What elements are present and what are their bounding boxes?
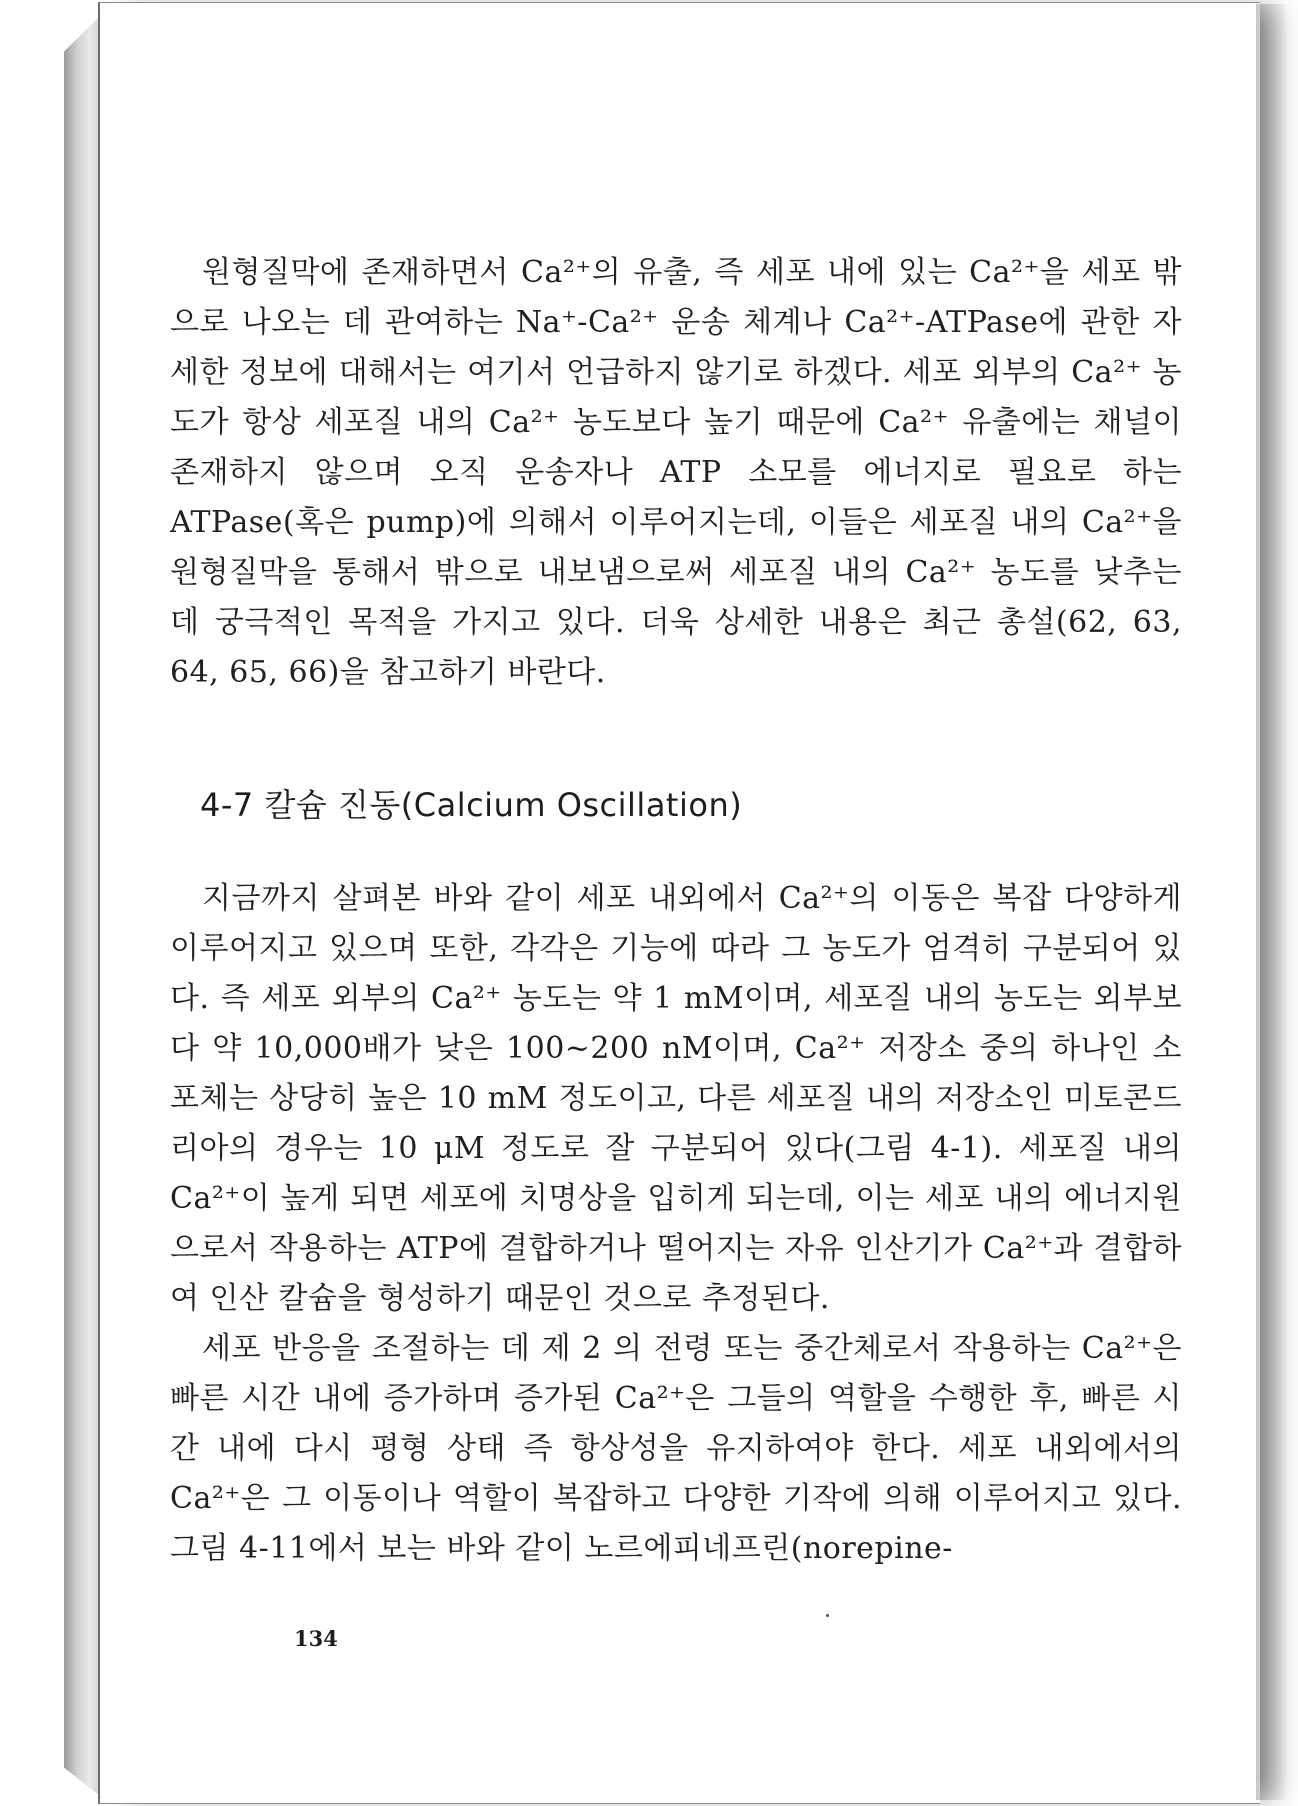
book-spine xyxy=(64,16,100,1796)
paragraph-calcium-efflux: 원형질막에 존재하면서 Ca²⁺의 유출, 즉 세포 내에 있는 Ca²⁺을 세포 밖으로 나오는 데 관여하는 Na⁺-Ca²⁺ 운송 체계나 Ca²⁺-ATPase에 관한 자세한 정보에 대해서는 여기서 언급하지 않기로 하겠다. 세포 외부의 Ca²⁺ 농도가 항상 세포질 내의 Ca²⁺ 농도보다 높기 때문에 Ca²⁺ 유출에는 채널이 존재하지 않으며 오직 운송자나 ATP 소모를 에너지로 필요로 하는 ATPase(혹은 pump)에 의해서 이루어지는데, 이들은 세포질 내의 Ca²⁺을 원형질막을 통해서 밖으로 내보냄으로써 세포질 내의 Ca²⁺ 농도를 낮추는 데 궁극적인 목적을 가지고 있다. 더욱 상세한 내용은 최근 총설(62, 63, 64, 65, 66)을 참고하기 바란다. xyxy=(170,255,1182,690)
page-content xyxy=(170,248,1182,1574)
page-number: 134 xyxy=(294,1626,338,1651)
scan-speck xyxy=(826,1614,829,1617)
section-heading: 4-7 칼슘 진동(Calcium Oscillation) xyxy=(200,786,743,824)
paragraph-second-messenger: 세포 반응을 조절하는 데 제 2 의 전령 또는 중간체로서 작용하는 Ca²⁺은 빠른 시간 내에 증가하며 증가된 Ca²⁺은 그들의 역할을 수행한 후, 빠른 시간 내에 다시 평형 상태 즉 항상성을 유지하여야 한다. 세포 내외에서의 Ca²⁺은 그 이동이나 역할이 복잡하고 다양한 기작에 의해 이루어지고 있다. 그림 4-11에서 보는 바와 같이 노르에피네프린(norepine- xyxy=(170,1331,1182,1566)
page-shadow xyxy=(1256,4,1286,1800)
paragraph-calcium-concentration: 지금까지 살펴본 바와 같이 세포 내외에서 Ca²⁺의 이동은 복잡 다양하게 이루어지고 있으며 또한, 각각은 기능에 따라 그 농도가 엄격히 구분되어 있다. 즉 세포 외부의 Ca²⁺ 농도는 약 1 mM이며, 세포질 내의 농도는 외부보다 약 10,000배가 낮은 100~200 nM이며, Ca²⁺ 저장소 중의 하나인 소포체는 상당히 높은 10 mM 정도이고, 다른 세포질 내의 저장소인 미토콘드리아의 경우는 10 μM 정도로 잘 구분되어 있다(그림 4-1). 세포질 내의 Ca²⁺이 높게 되면 세포에 치명상을 입히게 되는데, 이는 세포 내의 에너지원으로서 작용하는 ATP에 결합하거나 떨어지는 자유 인산기가 Ca²⁺과 결합하여 인산 칼슘을 형성하기 때문인 것으로 추정된다. xyxy=(170,881,1182,1316)
